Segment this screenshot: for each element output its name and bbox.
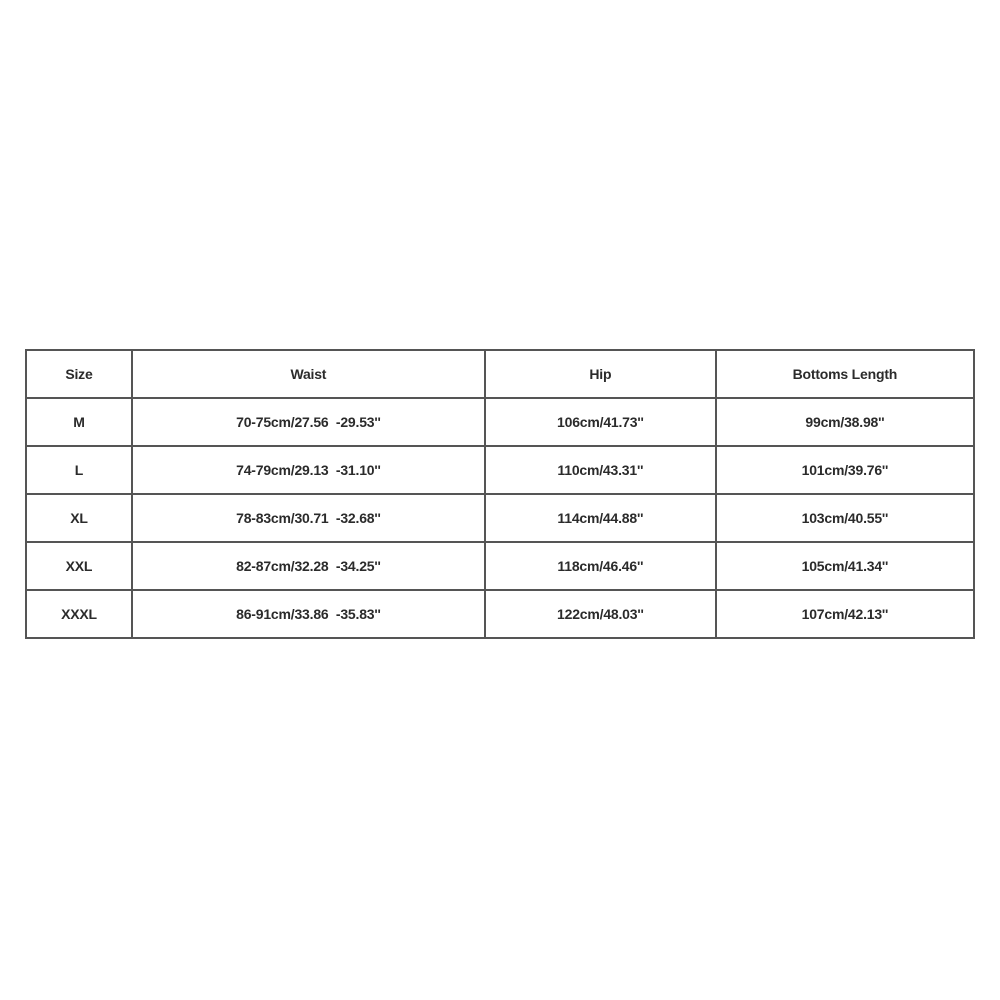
table-row [26,494,974,542]
cell-bottoms-length: 105cm/41.34'' [716,542,974,590]
header-row [26,350,974,398]
size-chart-header [26,350,974,398]
cell-hip: 110cm/43.31'' [485,446,716,494]
table-row [26,398,974,446]
cell-bottoms-length: 99cm/38.98'' [716,398,974,446]
cell-bottoms-length: 107cm/42.13'' [716,590,974,638]
header-bottoms-length: Bottoms Length [716,350,974,398]
cell-size: XXL [26,542,132,590]
cell-hip: 106cm/41.73'' [485,398,716,446]
cell-waist: 78-83cm/30.71 -32.68'' [132,494,485,542]
cell-bottoms-length: 101cm/39.76'' [716,446,974,494]
cell-size: M [26,398,132,446]
table-row [26,590,974,638]
header-hip: Hip [485,350,716,398]
header-waist: Waist [132,350,485,398]
cell-bottoms-length: 103cm/40.55'' [716,494,974,542]
cell-hip: 122cm/48.03'' [485,590,716,638]
cell-waist: 86-91cm/33.86 -35.83'' [132,590,485,638]
table-row [26,542,974,590]
size-chart-body [26,398,974,638]
size-chart-table [25,349,975,639]
cell-hip: 114cm/44.88'' [485,494,716,542]
cell-size: XL [26,494,132,542]
cell-size: L [26,446,132,494]
cell-waist: 74-79cm/29.13 -31.10'' [132,446,485,494]
table-row [26,446,974,494]
cell-size: XXXL [26,590,132,638]
cell-waist: 82-87cm/32.28 -34.25'' [132,542,485,590]
cell-waist: 70-75cm/27.56 -29.53'' [132,398,485,446]
cell-hip: 118cm/46.46'' [485,542,716,590]
header-size: Size [26,350,132,398]
